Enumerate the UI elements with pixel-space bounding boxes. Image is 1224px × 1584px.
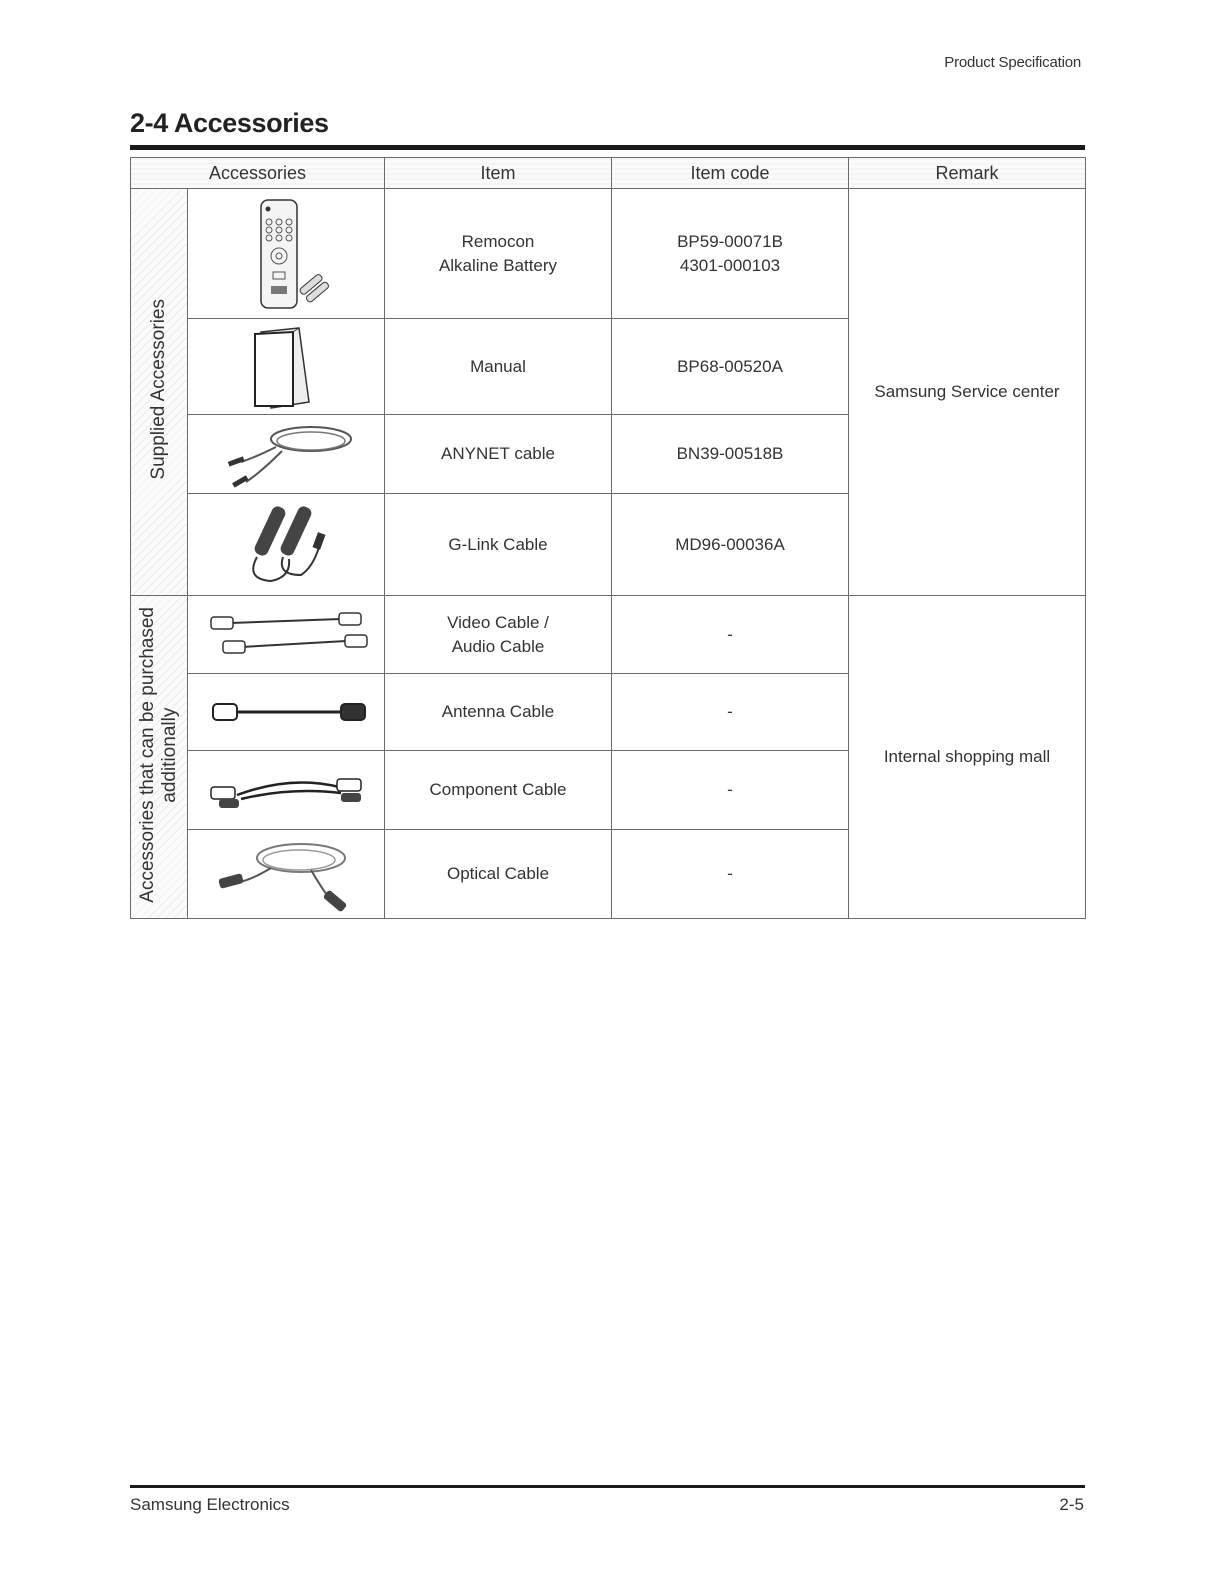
section-title: 2-4 Accessories: [130, 108, 329, 138]
accessory-image: [188, 189, 385, 319]
item-name: Video Cable /: [447, 612, 549, 632]
item-cell: [385, 830, 612, 919]
item-code: -: [727, 624, 733, 644]
remote-control-icon: [231, 194, 341, 314]
accessory-image: [188, 674, 385, 751]
optical-cable-icon: [211, 832, 361, 917]
item-code-cell: [612, 674, 849, 751]
group-label-additional: [131, 596, 188, 919]
accessory-image: [188, 830, 385, 919]
antenna-cable-icon: [201, 692, 371, 732]
accessory-image: [188, 596, 385, 674]
item-code: -: [727, 780, 733, 799]
item-cell: [385, 596, 612, 674]
group-label-text: Supplied Accessories: [148, 299, 169, 480]
av-cable-icon: [201, 605, 371, 665]
item-code: BN39-00518B: [676, 444, 784, 463]
item-code-cell: [612, 494, 849, 596]
running-header: Product Specification: [944, 54, 1081, 71]
item-name: Remocon: [461, 231, 535, 251]
col-header-item: Item: [385, 158, 612, 189]
accessory-image: [188, 494, 385, 596]
anynet-cable-icon: [216, 417, 356, 492]
item-cell: [385, 415, 612, 494]
item-code-cell: [612, 189, 849, 319]
item-cell: [385, 674, 612, 751]
remark-cell: Internal shopping mall: [849, 596, 1086, 919]
item-code-cell: [612, 596, 849, 674]
accessory-image: [188, 751, 385, 830]
item-name: Component Cable: [429, 780, 567, 799]
group-label-text: Accessories that can be purchased additionally: [137, 606, 180, 903]
item-name: ANYNET cable: [440, 444, 555, 463]
col-header-item-code: Item code: [612, 158, 849, 189]
item-code: -: [727, 702, 733, 721]
item-cell: [385, 189, 612, 319]
g-link-cable-icon: [231, 497, 341, 592]
item-code: 4301-000103: [679, 255, 781, 275]
item-code-cell: [612, 751, 849, 830]
footer-rule: [130, 1485, 1085, 1488]
item-cell: [385, 494, 612, 596]
col-header-remark: Remark: [849, 158, 1086, 189]
footer-company: Samsung Electronics: [130, 1495, 290, 1514]
accessories-table: [130, 157, 1086, 919]
accessory-image: [188, 319, 385, 415]
item-name: Optical Cable: [446, 864, 550, 883]
col-header-accessories: Accessories: [131, 158, 385, 189]
item-name: G-Link Cable: [448, 534, 548, 554]
component-cable-icon: [201, 765, 371, 815]
item-code: MD96-00036A: [675, 534, 785, 554]
item-cell: [385, 751, 612, 830]
item-name: Alkaline Battery: [438, 255, 558, 275]
table-header-row: [131, 158, 1086, 189]
item-code: -: [727, 864, 733, 883]
item-code-cell: [612, 319, 849, 415]
manual-book-icon: [241, 322, 331, 412]
item-code-cell: [612, 830, 849, 919]
group-label-supplied: [131, 189, 188, 596]
item-name: Antenna Cable: [441, 702, 555, 721]
page-number: 2-5: [1059, 1495, 1084, 1514]
item-name: Manual: [470, 356, 526, 376]
item-code: BP59-00071B: [677, 231, 783, 251]
item-code-cell: [612, 415, 849, 494]
title-rule: [130, 145, 1085, 150]
remark-cell: Samsung Service center: [849, 189, 1086, 596]
item-cell: [385, 319, 612, 415]
table-row: [131, 596, 1086, 674]
item-code: BP68-00520A: [677, 356, 783, 376]
accessory-image: [188, 415, 385, 494]
item-name: Audio Cable: [451, 636, 545, 656]
table-row: [131, 189, 1086, 319]
